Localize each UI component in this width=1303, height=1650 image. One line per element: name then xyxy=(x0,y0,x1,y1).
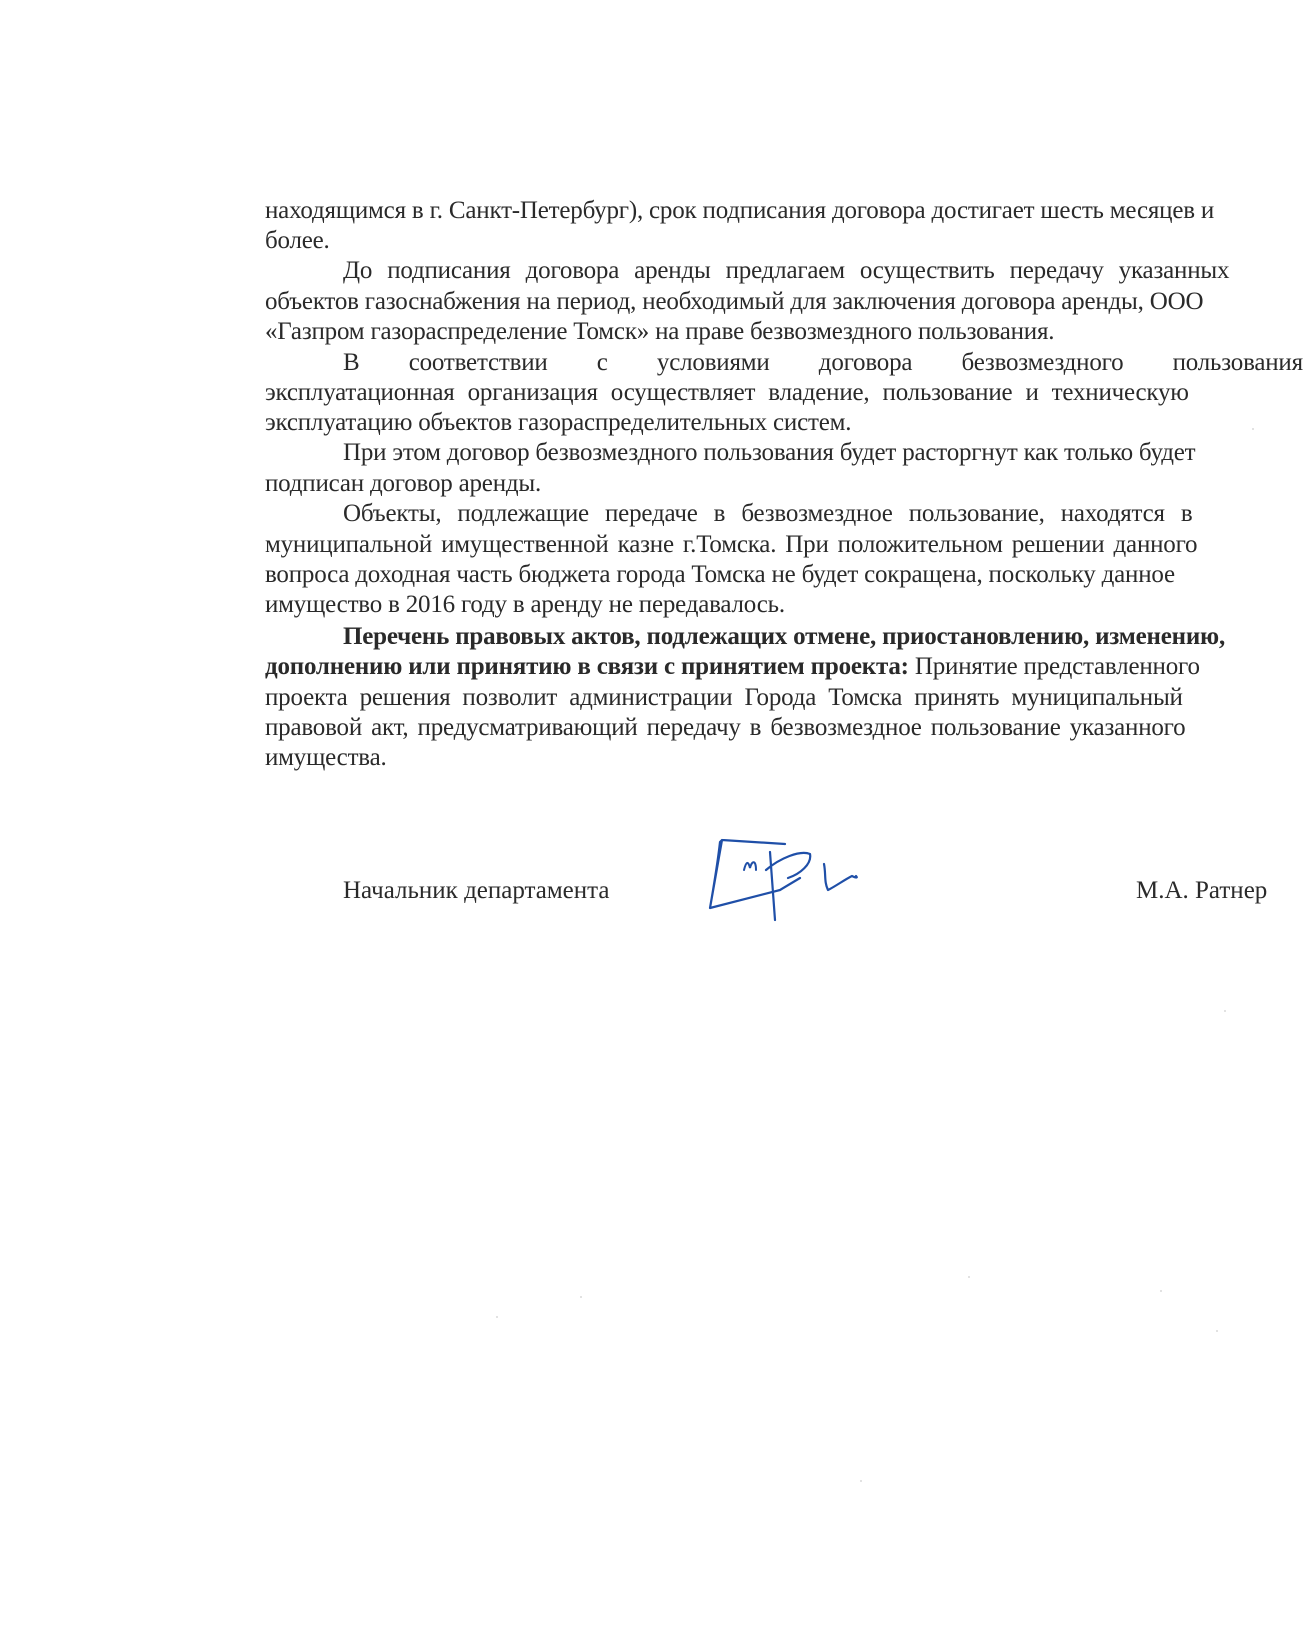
paragraph-line: муниципальной имущественной казне г.Томска. При положительном решении данного xyxy=(265,531,1198,558)
paragraph-line: эксплуатацию объектов газораспределительных систем. xyxy=(265,409,852,436)
scan-speck xyxy=(580,1296,582,1298)
word: договора xyxy=(818,349,913,376)
regular-text: Принятие представленного xyxy=(914,653,1200,680)
paragraph-line: подписан договор аренды. xyxy=(265,470,542,497)
paragraph-line-bold: Перечень правовых актов, подлежащих отмене, приостановлению, изменению, xyxy=(343,623,1225,650)
paragraph-line: правовой акт, предусматривающий передачу в безвозмездное пользование указанного xyxy=(265,714,1186,741)
mixed-line xyxy=(265,652,1200,682)
justified-line xyxy=(343,348,1303,378)
scan-speck xyxy=(1252,428,1254,430)
signatory-title: Начальник департамента xyxy=(343,877,610,904)
word: В xyxy=(343,349,360,376)
paragraph-line: имущество в 2016 году в аренду не передавалось. xyxy=(265,591,785,618)
paragraph-line: имущества. xyxy=(265,744,387,771)
word: с xyxy=(596,349,608,376)
paragraph-line: проекта решения позволит администрации Города Томска принять муниципальный xyxy=(265,684,1183,711)
scan-speck xyxy=(1224,1010,1226,1012)
handwritten-signature xyxy=(700,830,900,930)
paragraph-line: вопроса доходная часть бюджета города Томска не будет сокращена, поскольку данное xyxy=(265,561,1175,588)
scan-speck xyxy=(496,1316,498,1318)
scan-speck xyxy=(1216,1330,1218,1332)
word: безвозмездного xyxy=(961,349,1124,376)
word: условиями xyxy=(656,349,770,376)
paragraph-line: эксплуатационная организация осуществляет владение, пользование и техническую xyxy=(265,379,1189,406)
paragraph-line: находящимся в г. Санкт-Петербург), срок подписания договора достигает шесть месяцев и xyxy=(265,197,1215,224)
scan-speck xyxy=(1160,1290,1162,1292)
scan-speck xyxy=(860,1480,862,1482)
bold-text: дополнению или принятию в связи с принятием проекта: xyxy=(265,653,909,680)
scan-speck xyxy=(968,1276,970,1278)
paragraph-line: объектов газоснабжения на период, необходимый для заключения договора аренды, ООО xyxy=(265,288,1204,315)
signatory-name: М.А. Ратнер xyxy=(1136,877,1268,904)
paragraph-line: более. xyxy=(265,227,330,254)
paragraph-line: Объекты, подлежащие передаче в безвозмездное пользование, находятся в xyxy=(343,500,1193,527)
word: соответствии xyxy=(408,349,548,376)
paragraph-line: При этом договор безвозмездного пользования будет расторгнут как только будет xyxy=(343,439,1196,466)
word: пользования xyxy=(1172,349,1303,376)
paragraph-line: «Газпром газораспределение Томск» на праве безвозмездного пользования. xyxy=(265,318,1055,345)
paragraph-line: До подписания договора аренды предлагаем осуществить передачу указанных xyxy=(343,257,1230,284)
